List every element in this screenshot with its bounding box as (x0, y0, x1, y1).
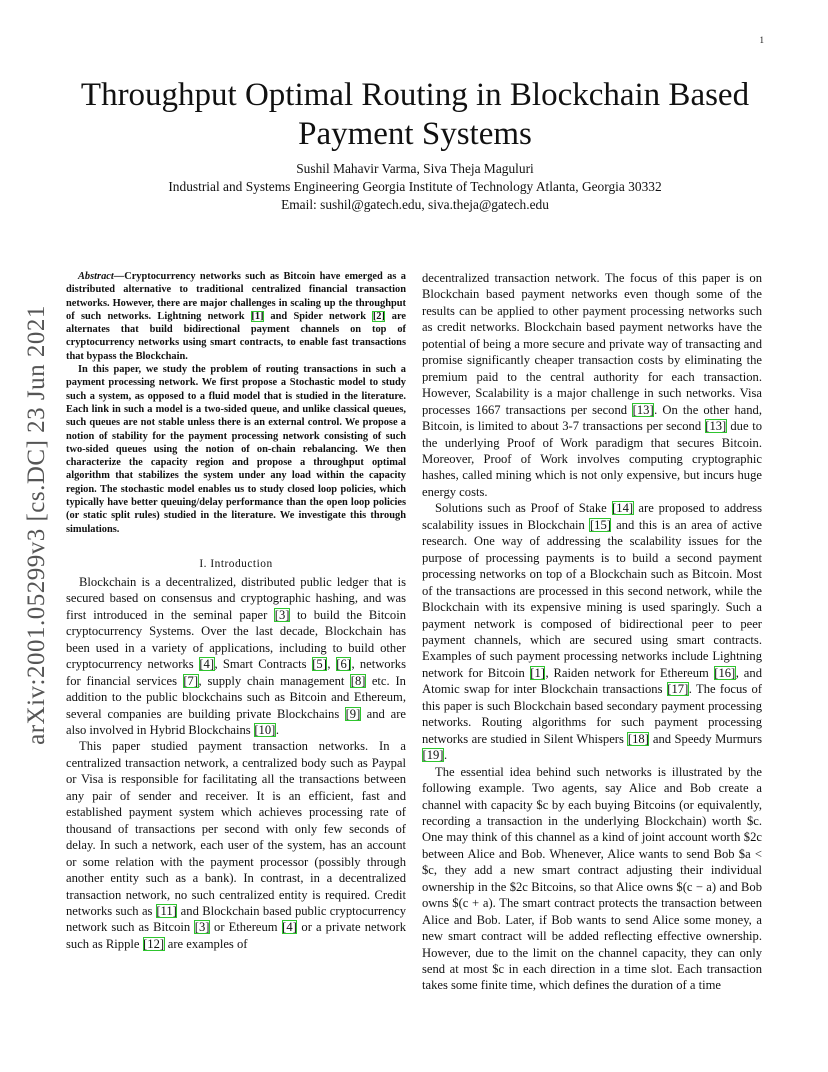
citation-link[interactable]: [16] (714, 665, 736, 680)
text-run: , (327, 657, 336, 672)
intro-paragraph-3 (422, 270, 762, 500)
text-run: etc. In addition to the public blockchains such as Bitcoin and Ethereum, several companies are building private Blockchains (66, 673, 406, 721)
text-run: or Ethereum (209, 920, 282, 935)
intro-paragraph-4 (422, 500, 762, 763)
text-run: are examples of (164, 936, 248, 951)
text-run: and are also involved in Hybrid Blockchains (66, 706, 407, 738)
page-number: 1 (759, 35, 764, 45)
intro-paragraph-1 (66, 574, 406, 739)
text-run: . (275, 723, 279, 738)
citation-link[interactable]: [19] (422, 748, 444, 763)
citation-link[interactable]: [11] (156, 904, 177, 918)
citation-link[interactable]: [12] (143, 936, 165, 951)
arxiv-identifier-text: arXiv:2001.05299v3 [cs.DC] 23 Jun 2021 (23, 305, 50, 745)
citation-link[interactable]: [13] (632, 402, 654, 417)
text-run: and this is an area of active research. One way of addressing the scalability issues for the purpose of processing payments is to build a second payment processing networks on top of a Blockchain such as Bitcoin. Most of the transactions are processed in this second network, while the Blockchain with its expensive mining is used sparingly. Such a payment network is composed of bidirectional peer to peer payment channels, which are secured using smart contracts. Examples of such payment processing networks include Lightning network for Bitcoin (422, 517, 762, 680)
citation-link[interactable]: [13] (705, 419, 727, 434)
text-run: , Smart Contracts (214, 657, 312, 672)
author-affiliation: Industrial and Systems Engineering Georgia Institute of Technology Atlanta, Georgia 30332 (168, 179, 662, 194)
citation-link[interactable]: [9] (345, 706, 361, 721)
text-run: and Blockchain based public cryptocurrency network such as Bitcoin (66, 904, 406, 935)
citation-link[interactable]: [17] (667, 682, 689, 697)
intro-paragraph-2 (66, 738, 406, 952)
citation-link[interactable]: [4] (199, 657, 215, 672)
text-run: , networks for financial services (66, 657, 406, 688)
text-run: . On the other hand, Bitcoin, is limited to about 3-7 transactions per second (422, 402, 762, 434)
citation-link[interactable]: [1] (530, 665, 545, 680)
citation-link[interactable]: [7] (183, 673, 199, 688)
text-run: . The focus of this paper is such Blockchain based secondary payment processing networks. Routing algorithms for such payment processing networks are studied in Silent Whispers (422, 682, 762, 746)
text-run: This paper studied payment transaction networks. In a centralized transaction network, a centralized body such as Paypal or Visa is responsible for facilitating all the transactions between any pair of sender and receiver. It is an efficient, fast and established payment system which achieves processing rate of thousand of transactions per second with only few seconds of delay. In such a network, each user of the system, has an account or some relation with the payment processor (possibly through another entity such as a bank). In contrast, in a decentralized transaction network, no such centralized entity is required. Credit networks such as (66, 739, 406, 918)
text-run: , supply chain management (198, 673, 351, 688)
text-run: and Speedy Murmurs (649, 731, 762, 746)
citation-link[interactable]: [6] (336, 657, 351, 672)
text-run: —Cryptocurrency networks such as Bitcoin have emerged as a distributed alternative to traditional centralized financial transaction networks. However, there are major challenges in scaling up the throughput of such networks. Lightning network (66, 271, 406, 322)
arxiv-identifier-stamp (12, 290, 62, 760)
right-column (422, 270, 762, 994)
abstract-lead: Abstract (78, 271, 114, 282)
author-block (60, 160, 770, 214)
text-run: to build the Bitcoin cryptocurrency Systems. Over the last decade, Blockchain has been used in a variety of applications, including to build other cryptocurrency networks (66, 607, 406, 672)
text-run: due to the underlying Proof of Work paradigm that secures Bitcoin. Moreover, Proof of Work involves computing cryptographic hashes, called mining which is not only expensive, but incurs huge energy costs. (422, 419, 762, 499)
text-run: Blockchain is a decentralized, distributed public ledger that is secured based on consensus and cryptographic hashing, and was first introduced in the seminal paper (66, 574, 406, 622)
abstract-paragraph-1-body (66, 271, 406, 362)
text-run: are proposed to address scalability issues in Blockchain (422, 501, 762, 532)
text-run: are alternates that build bidirectional payment channels on top of cryptocurrency networks using smart contracts, to enable fast transactions that bypass the Blockchain. (66, 310, 406, 362)
author-email: Email: sushil@gatech.edu, siva.theja@gatech.edu (281, 197, 549, 212)
section-heading-introduction: I. Introduction (199, 557, 273, 570)
text-run: . (443, 748, 448, 763)
text-run: and Spider network (264, 310, 373, 322)
citation-link[interactable]: [14] (612, 501, 634, 516)
citation-link[interactable]: [4] (282, 920, 297, 935)
citation-link[interactable]: [8] (350, 673, 366, 688)
citation-link[interactable]: [3] (194, 920, 210, 935)
citation-link[interactable]: [3] (274, 607, 290, 622)
text-run: or a private network such as Ripple (66, 920, 406, 951)
citation-link[interactable]: [15] (589, 517, 611, 532)
text-run: decentralized transaction network. The focus of this paper is on Blockchain based payment networks even though some of the results can be applied to other payment processing networks such as credit networks. Blockchain based payment networks have the potential of being a more secure and private way of transacting and promise significantly cheaper transaction costs by eliminating the premium paid to the central authority for each transaction. However, Scalability is a major challenge in such networks. Visa processes 1667 transactions per second (422, 271, 762, 417)
text-run: The essential idea behind such networks is illustrated by the following example. Two agents, say Alice and Bob create a channel with capacity $c by each buying Bitcoins (or equivalently, recording a transaction in the underlying Blockchain) worth $c. One may think of this channel as a kind of joint account worth $2c between Alice and Bob. Whenever, Alice wants to send Bob $a < $c, they add a new smart contract adjusting their individual ownership in the $2c Bitcoins, so that Alice owns $(c − a) and Bob owns $(c + a). The smart contract protects the transaction between Alice and Bob. Later, if Bob wants to send Alice some money, a new smart contract will be added reflecting effective ownership. However, due to the limit on the channel capacity, they can only send at most $c in each direction in a time slot. Each transaction takes some finite time, which defines the duration of a time (422, 764, 762, 993)
citation-link[interactable]: [2] (372, 310, 385, 322)
citation-link[interactable]: [10] (254, 723, 276, 738)
left-column (66, 270, 406, 952)
citation-link[interactable]: [5] (312, 657, 327, 672)
intro-paragraph-5 (422, 764, 762, 994)
text-run: , Raiden network for Ethereum (545, 665, 714, 680)
paper-title: Throughput Optimal Routing in Blockchain Based Payment Systems (80, 77, 750, 152)
abstract-paragraph-1 (66, 270, 406, 363)
text-run: , and Atomic swap for inter Blockchain transactions (422, 665, 762, 697)
citation-link[interactable]: [18] (627, 731, 649, 746)
text-run: Solutions such as Proof of Stake (435, 501, 612, 516)
author-names: Sushil Mahavir Varma, Siva Theja Maguluri (296, 161, 534, 176)
citation-link[interactable]: [1] (251, 310, 264, 322)
abstract-paragraph-2: In this paper, we study the problem of routing transactions in such a payment processing network. We first propose a Stochastic model to study such a system, as opposed to a fluid model that is studied in the literature. Each link in such a model is a two-sided queue, and unlike classical queues, such queues are not stable unless there is an external control. We propose a notion of stability for the payment processing network consisting of such two-sided queues using the notion of on-chain rebalancing. We then characterize the capacity region and propose a throughput optimal algorithm that stabilizes the system under any load within the capacity region. The stochastic model enables us to study closed loop policies, which typically have better queuing/delay performance than the open loop policies (or static split rules) studied in the literature. We investigate this through simulations. (66, 364, 406, 535)
